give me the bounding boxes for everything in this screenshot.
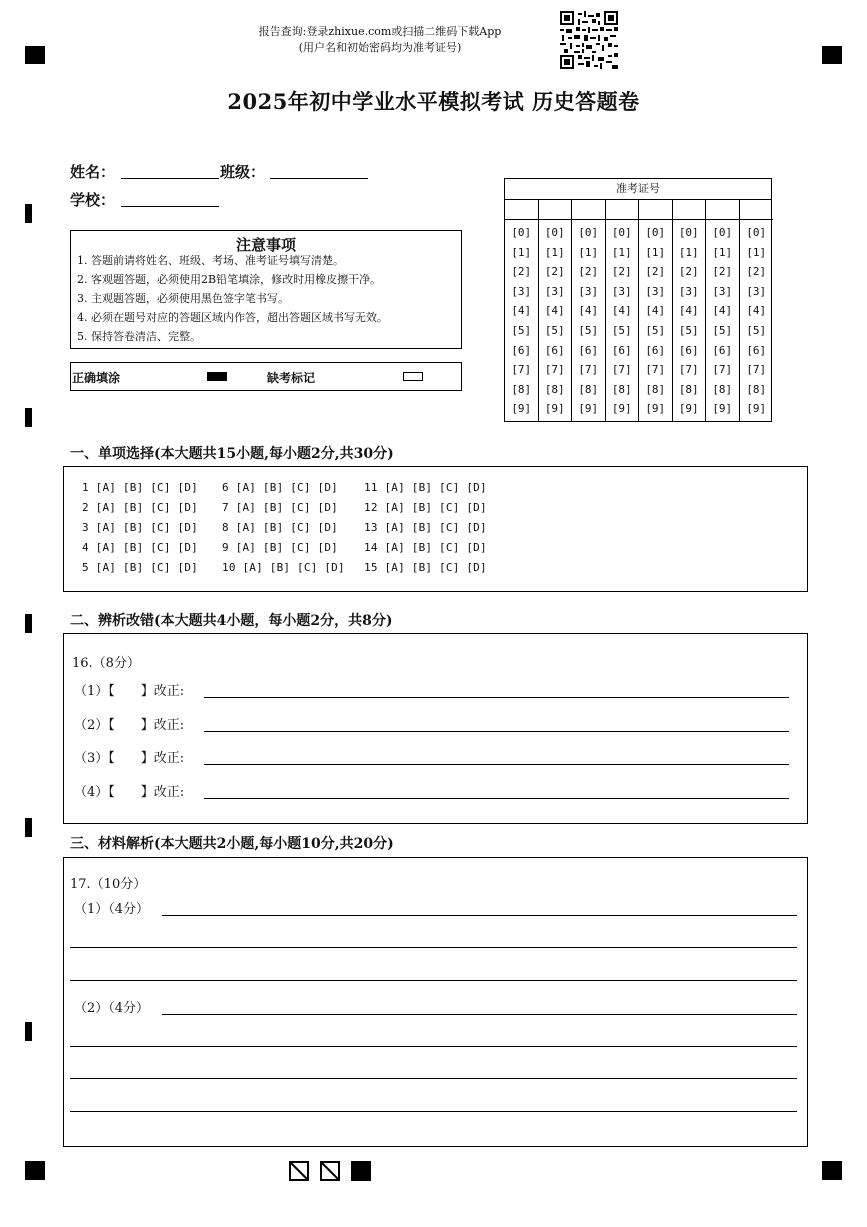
- choice-item[interactable]: 12 [A] [B] [C] [D]: [364, 501, 487, 514]
- report-query-text: 报告查询:登录zhixue.com或扫描二维码下载App: [258, 25, 502, 38]
- admission-digit-bubble[interactable]: [5]: [678, 324, 699, 337]
- admission-digit-bubble[interactable]: [5]: [746, 324, 767, 337]
- admission-digit-bubble[interactable]: [3]: [712, 284, 733, 298]
- qr-code-icon: [560, 11, 618, 69]
- admission-digit-bubble[interactable]: [3]: [645, 284, 666, 298]
- admission-digit-bubble[interactable]: [2]: [746, 265, 767, 279]
- admission-digit-bubble[interactable]: [9]: [611, 402, 632, 416]
- answer-line[interactable]: [70, 947, 797, 948]
- admission-write-box[interactable]: [740, 200, 774, 220]
- choice-item[interactable]: 10 [A] [B] [C] [D]: [222, 561, 345, 574]
- admission-digit-bubble[interactable]: [4]: [645, 304, 666, 318]
- admission-digit-bubble[interactable]: [2]: [578, 265, 599, 279]
- admission-digit-bubble[interactable]: [6]: [645, 343, 666, 357]
- admission-digit-bubble[interactable]: [0]: [678, 226, 699, 239]
- admission-digit-bubble[interactable]: [6]: [746, 343, 767, 357]
- admission-digit-bubble[interactable]: [5]: [611, 324, 632, 337]
- answer-line[interactable]: [70, 1046, 797, 1047]
- choice-item[interactable]: 1 [A] [B] [C] [D]: [82, 481, 198, 494]
- admission-digit-bubble[interactable]: [9]: [578, 402, 599, 416]
- choice-item[interactable]: 7 [A] [B] [C] [D]: [222, 501, 338, 514]
- admission-digit-bubble[interactable]: [8]: [544, 382, 565, 396]
- admission-digit-bubble[interactable]: [0]: [746, 226, 767, 239]
- admission-digit-bubble[interactable]: [9]: [746, 402, 767, 416]
- corner-marker-bottom-right: [822, 1161, 842, 1180]
- notice-item: 2. 客观题答题，必须使用2B铅笔填涂，修改时用橡皮擦干净。: [77, 273, 382, 286]
- admission-digit-bubble[interactable]: [2]: [678, 265, 699, 279]
- admission-digit-bubble[interactable]: [7]: [611, 363, 632, 377]
- admission-digit-bubble[interactable]: [5]: [645, 324, 666, 337]
- name-label: 姓名：: [70, 163, 116, 181]
- admission-digit-bubble[interactable]: [2]: [712, 265, 733, 279]
- admission-digit-bubble[interactable]: [0]: [645, 226, 666, 239]
- admission-digit-bubble[interactable]: [1]: [578, 245, 599, 259]
- choice-item[interactable]: 9 [A] [B] [C] [D]: [222, 541, 338, 554]
- admission-write-box[interactable]: [706, 200, 739, 220]
- side-marker: [25, 818, 32, 837]
- admission-digit-bubble[interactable]: [5]: [578, 324, 599, 337]
- correction-item-label: （1）【 】改正:: [74, 684, 185, 699]
- correction-box: [63, 633, 808, 824]
- choice-item[interactable]: 4 [A] [B] [C] [D]: [82, 541, 198, 554]
- answer-line[interactable]: [70, 980, 797, 981]
- material-analysis-box: [63, 857, 808, 1147]
- admission-digit-bubble[interactable]: [3]: [611, 284, 632, 298]
- corner-marker-bottom-left: [25, 1161, 45, 1180]
- admission-digit-bubble[interactable]: [6]: [678, 343, 699, 357]
- answer-line[interactable]: [162, 915, 797, 916]
- part1-label: （1）（4分）: [74, 902, 150, 917]
- admission-digit-bubble[interactable]: [0]: [578, 226, 599, 239]
- admission-digit-bubble[interactable]: [0]: [611, 226, 632, 239]
- page-mark-filled: [351, 1161, 371, 1181]
- admission-write-box[interactable]: [505, 200, 538, 220]
- admission-digit-bubble[interactable]: [7]: [678, 363, 699, 377]
- side-marker: [25, 204, 32, 223]
- side-marker: [25, 614, 32, 633]
- admission-write-box[interactable]: [639, 200, 672, 220]
- admission-digit-bubble[interactable]: [9]: [544, 402, 565, 416]
- admission-digit-column: [539, 200, 573, 421]
- correction-answer-line[interactable]: [204, 764, 789, 765]
- admission-write-box[interactable]: [673, 200, 706, 220]
- admission-digit-bubble[interactable]: [2]: [645, 265, 666, 279]
- admission-digit-bubble[interactable]: [8]: [511, 382, 532, 396]
- admission-digit-column: [572, 200, 606, 421]
- admission-digit-bubble[interactable]: [6]: [578, 343, 599, 357]
- admission-digit-bubble[interactable]: [6]: [511, 343, 532, 357]
- admission-digit-bubble[interactable]: [5]: [712, 324, 733, 337]
- admission-digit-column: [505, 200, 539, 421]
- absent-mark-checkbox[interactable]: [403, 372, 423, 381]
- admission-digit-bubble[interactable]: [3]: [578, 284, 599, 298]
- admission-digit-bubble[interactable]: [1]: [511, 245, 532, 259]
- notice-item: 1. 答题前请将姓名、班级、考场、准考证号填写清楚。: [77, 254, 344, 267]
- correction-item-label: （4）【 】改正:: [74, 784, 185, 800]
- choice-item[interactable]: 13 [A] [B] [C] [D]: [364, 521, 487, 534]
- section1-title: 一、单项选择(本大题共15小题,每小题2分,共30分): [70, 446, 394, 462]
- admission-digit-bubble[interactable]: [3]: [678, 284, 699, 298]
- correction-answer-line[interactable]: [204, 697, 789, 698]
- choice-item[interactable]: 2 [A] [B] [C] [D]: [82, 501, 198, 514]
- admission-digit-bubble[interactable]: [3]: [746, 284, 767, 298]
- multiple-choice-box: [63, 466, 808, 592]
- section3-title: 三、材料解析(本大题共2小题,每小题10分,共20分): [70, 836, 394, 852]
- admission-write-box[interactable]: [606, 200, 639, 220]
- page-title: 2025年初中学业水平模拟考试 历史答题卷: [227, 89, 640, 114]
- admission-digit-bubble[interactable]: [8]: [578, 382, 599, 396]
- admission-digit-bubble[interactable]: [4]: [578, 304, 599, 318]
- choice-item[interactable]: 11 [A] [B] [C] [D]: [364, 481, 487, 494]
- admission-digit-bubble[interactable]: [4]: [746, 304, 767, 318]
- admission-number-grid: [504, 178, 772, 422]
- choice-item[interactable]: 14 [A] [B] [C] [D]: [364, 541, 487, 554]
- notice-box: [70, 230, 462, 349]
- correct-fill-sample: [207, 372, 227, 381]
- section2-title: 二、辨析改错(本大题共4小题，每小题2分，共8分): [70, 613, 393, 629]
- admission-digit-bubble[interactable]: [4]: [544, 304, 565, 318]
- admission-digit-bubble[interactable]: [2]: [611, 265, 632, 279]
- choice-item[interactable]: 3 [A] [B] [C] [D]: [82, 521, 198, 534]
- admission-digit-column: [639, 200, 673, 421]
- question-16-label: 16.（8分）: [72, 656, 140, 671]
- admission-digit-bubble[interactable]: [3]: [544, 284, 565, 298]
- corner-marker-top-left: [25, 46, 45, 64]
- correction-answer-line[interactable]: [204, 798, 789, 799]
- admission-digit-bubble[interactable]: [6]: [712, 343, 733, 357]
- admission-digit-column: [606, 200, 640, 421]
- choice-item[interactable]: 8 [A] [B] [C] [D]: [222, 521, 338, 534]
- school-field[interactable]: [121, 188, 219, 207]
- choice-item[interactable]: 6 [A] [B] [C] [D]: [222, 481, 338, 494]
- page-mark-icon: [289, 1161, 309, 1181]
- admission-digit-bubble[interactable]: [4]: [611, 304, 632, 318]
- admission-write-box[interactable]: [572, 200, 605, 220]
- corner-marker-top-right: [822, 46, 842, 64]
- admission-digit-bubble[interactable]: [7]: [712, 363, 733, 377]
- admission-digit-bubble[interactable]: [4]: [678, 304, 699, 318]
- admission-digit-bubble[interactable]: [1]: [678, 245, 699, 259]
- admission-digit-column: [673, 200, 707, 421]
- admission-digit-bubble[interactable]: [5]: [511, 324, 532, 337]
- side-marker: [25, 408, 32, 427]
- correction-answer-line[interactable]: [204, 731, 789, 732]
- admission-digit-bubble[interactable]: [9]: [678, 402, 699, 416]
- correction-item-label: （2）【 】改正:: [74, 717, 185, 733]
- admission-digit-bubble[interactable]: [1]: [611, 245, 632, 259]
- correct-fill-label: 正确填涂: [72, 371, 121, 385]
- admission-digit-bubble[interactable]: [5]: [544, 324, 565, 337]
- admission-digit-bubble[interactable]: [7]: [511, 363, 532, 377]
- admission-digit-bubble[interactable]: [8]: [678, 382, 699, 396]
- admission-digit-bubble[interactable]: [0]: [511, 226, 532, 239]
- admission-digit-bubble[interactable]: [7]: [645, 363, 666, 377]
- admission-digit-bubble[interactable]: [7]: [578, 363, 599, 377]
- choice-item[interactable]: 5 [A] [B] [C] [D]: [82, 561, 198, 574]
- admission-digit-bubble[interactable]: [2]: [544, 265, 565, 279]
- admission-digit-bubble[interactable]: [7]: [746, 363, 767, 377]
- answer-line[interactable]: [162, 1014, 797, 1015]
- admission-digit-bubble[interactable]: [4]: [712, 304, 733, 318]
- admission-digit-bubble[interactable]: [3]: [511, 284, 532, 298]
- notice-item: 4. 必须在题号对应的答题区域内作答，超出答题区域书写无效。: [77, 311, 388, 324]
- name-field[interactable]: [121, 160, 219, 179]
- school-label: 学校：: [70, 191, 116, 209]
- admission-digit-bubble[interactable]: [1]: [544, 245, 565, 259]
- notice-item: 3. 主观题答题，必须使用黑色签字笔书写。: [77, 292, 289, 305]
- answer-line[interactable]: [70, 1078, 797, 1079]
- admission-digit-bubble[interactable]: [8]: [712, 382, 733, 396]
- admission-digit-bubble[interactable]: [6]: [611, 343, 632, 357]
- admission-write-box[interactable]: [539, 200, 572, 220]
- class-label: 班级：: [220, 163, 266, 181]
- admission-digit-bubble[interactable]: [4]: [511, 304, 532, 318]
- admission-digit-column: [740, 200, 774, 421]
- notice-item: 5. 保持答卷清洁、完整。: [77, 330, 201, 343]
- class-field[interactable]: [270, 160, 368, 179]
- admission-digit-bubble[interactable]: [0]: [712, 226, 733, 239]
- login-hint-text: (用户名和初始密码均为准考证号): [298, 41, 462, 54]
- admission-digit-bubble[interactable]: [2]: [511, 265, 532, 279]
- admission-digit-bubble[interactable]: [7]: [544, 363, 565, 377]
- admission-digit-bubble[interactable]: [1]: [746, 245, 767, 259]
- admission-digit-bubble[interactable]: [8]: [746, 382, 767, 396]
- page-mark-icon: [320, 1161, 340, 1181]
- admission-digit-bubble[interactable]: [9]: [712, 402, 733, 416]
- admission-digit-bubble[interactable]: [9]: [645, 402, 666, 416]
- admission-digit-bubble[interactable]: [9]: [511, 402, 532, 416]
- admission-digit-bubble[interactable]: [6]: [544, 343, 565, 357]
- notice-title: 注意事项: [235, 236, 296, 254]
- absent-mark-label: 缺考标记: [267, 371, 316, 385]
- admission-digit-bubble[interactable]: [1]: [645, 245, 666, 259]
- admission-title: 准考证号: [505, 179, 771, 200]
- admission-digit-column: [706, 200, 740, 421]
- admission-digit-bubble[interactable]: [8]: [645, 382, 666, 396]
- admission-digit-bubble[interactable]: [0]: [544, 226, 565, 239]
- admission-digit-bubble[interactable]: [1]: [712, 245, 733, 259]
- answer-line[interactable]: [70, 1111, 797, 1112]
- correction-item-label: （3）【 】改正:: [74, 751, 185, 766]
- fill-example-box: [70, 362, 462, 391]
- question-17-label: 17.（10分）: [70, 877, 147, 892]
- admission-digit-bubble[interactable]: [8]: [611, 382, 632, 396]
- part2-label: （2）（4分）: [74, 1001, 150, 1016]
- side-marker: [25, 1022, 32, 1041]
- choice-item[interactable]: 15 [A] [B] [C] [D]: [364, 561, 487, 574]
